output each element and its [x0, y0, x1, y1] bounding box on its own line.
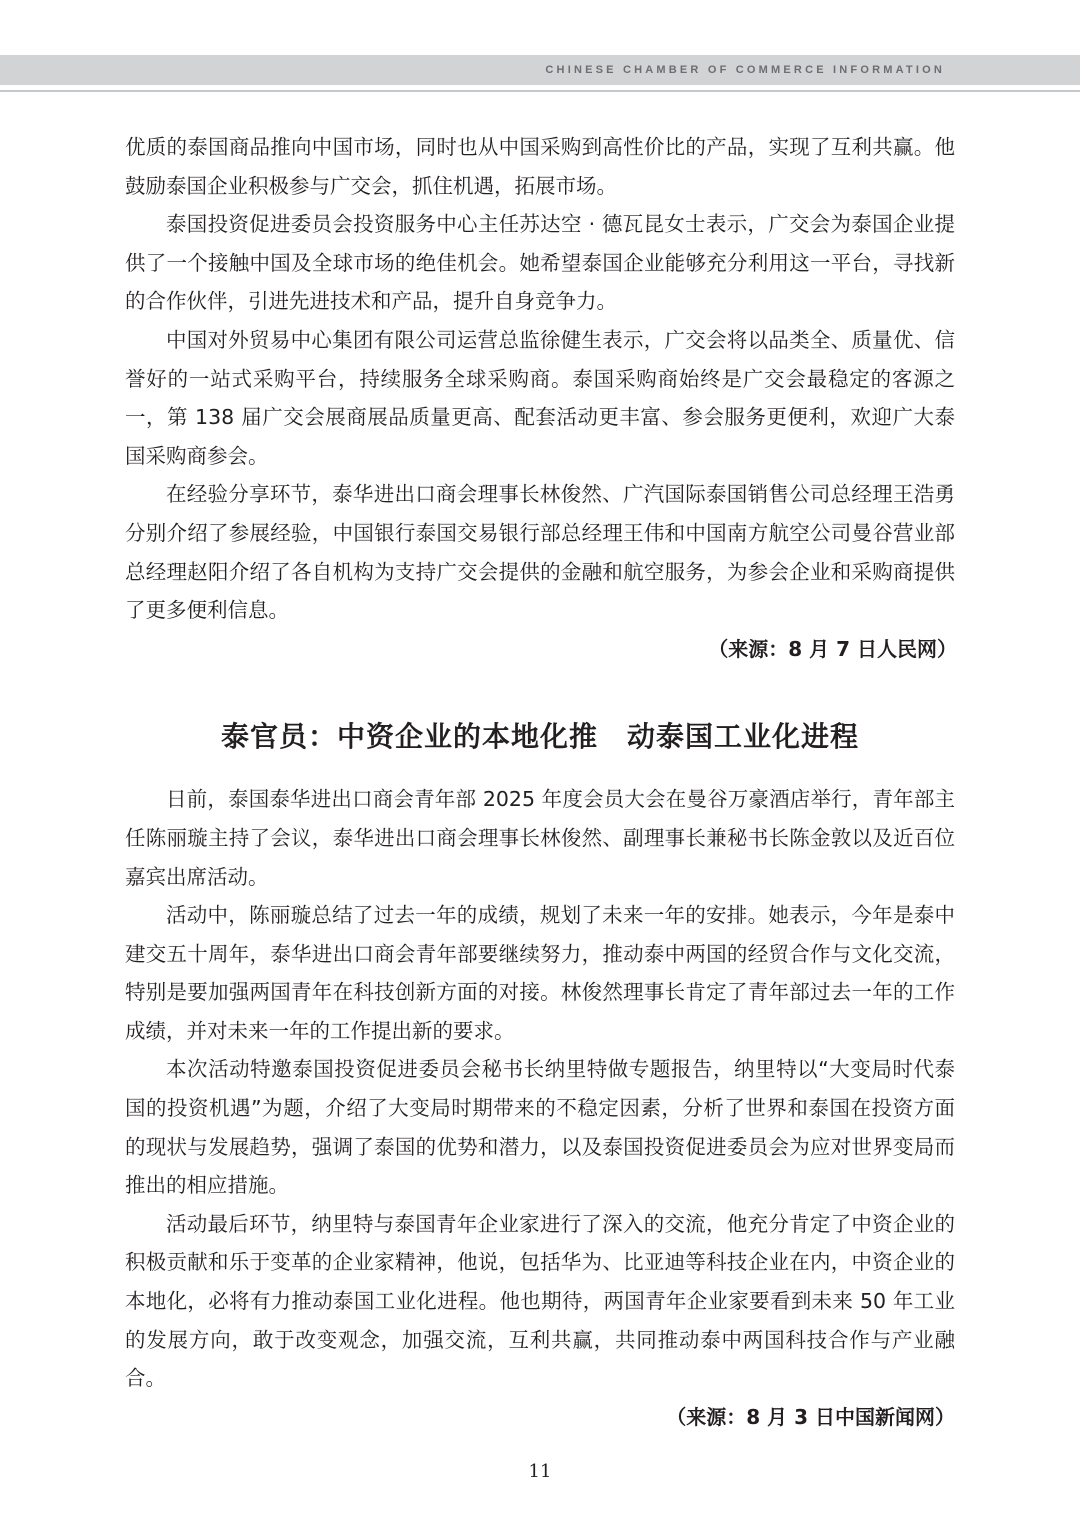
article-1-paragraph-1: 优质的泰国商品推向中国市场，同时也从中国采购到高性价比的产品，实现了互利共赢。他鼓励泰国企业积极参与广交会，抓住机遇，拓展市场。: [125, 135, 955, 198]
publication-header: CHINESE CHAMBER OF COMMERCE INFORMATION: [545, 64, 945, 76]
page-number: 11: [528, 1461, 552, 1482]
article-2-paragraph-2: 活动中，陈丽璇总结了过去一年的成绩，规划了未来一年的安排。她表示，今年是泰中建交五十周年，泰华进出口商会青年部要继续努力，推动泰中两国的经贸合作与文化交流，特别是要加强两国青年在科技创新方面的对接。林俊然理事长肯定了青年部过去一年的工作成绩，并对未来一年的工作提出新的要求。: [125, 903, 955, 1043]
article-2-paragraph-4: 活动最后环节，纳里特与泰国青年企业家进行了深入的交流，他充分肯定了中资企业的积极贡献和乐于变革的企业家精神，他说，包括华为、比亚迪等科技企业在内，中资企业的本地化，必将有力推动泰国工业化进程。他也期待，两国青年企业家要看到未来 50 年工业的发展方向，敢于改变观念，加强交流，互利共赢，共同推动泰中两国科技合作与产业融合。: [125, 1211, 955, 1391]
article-2-paragraph-1: 日前，泰国泰华进出口商会青年部 2025 年度会员大会在曼谷万豪酒店举行，青年部主任陈丽璇主持了会议，泰华进出口商会理事长林俊然、副理事长兼秘书长陈金敦以及近百位嘉宾出席活动。: [125, 787, 955, 889]
article-2-source: （来源：8 月 3 日中国新闻网）: [666, 1404, 955, 1429]
article-1-paragraph-4: 在经验分享环节，泰华进出口商会理事长林俊然、广汽国际泰国销售公司总经理王浩勇分别介绍了参展经验，中国银行泰国交易银行部总经理王伟和中国南方航空公司曼谷营业部总经理赵阳介绍了各自机构为支持广交会提供的金融和航空服务，为参会企业和采购商提供了更多便利信息。: [125, 482, 955, 623]
article-1-paragraph-2: 泰国投资促进委员会投资服务中心主任苏达空 · 德瓦昆女士表示，广交会为泰国企业提供了一个接触中国及全球市场的绝佳机会。她希望泰国企业能够充分利用这一平台，寻找新的合作伙伴，引进先进技术和产品，提升自身竞争力。: [125, 212, 955, 314]
article-1-source: （来源：8 月 7 日人民网）: [708, 636, 957, 661]
article-1-paragraph-3: 中国对外贸易中心集团有限公司运营总监徐健生表示，广交会将以品类全、质量优、信誉好的一站式采购平台，持续服务全球采购商。泰国采购商始终是广交会最稳定的客源之一，第 138 届广交会展商展品质量更高、配套活动更丰富、参会服务更便利，欢迎广大泰国采购商参会。: [125, 327, 955, 468]
page-content: [125, 128, 955, 1436]
article-2-paragraph-3: 本次活动特邀泰国投资促进委员会秘书长纳里特做专题报告，纳里特以“大变局时代泰国的投资机遇”为题，介绍了大变局时期带来的不稳定因素，分析了世界和泰国在投资方面的现状与发展趋势，强调了泰国的优势和潜力，以及泰国投资促进委员会为应对世界变局而推出的相应措施。: [125, 1057, 955, 1198]
header-divider: [0, 90, 1080, 92]
article-2-title: 泰官员：中资企业的本地化推 动泰国工业化进程: [220, 720, 859, 754]
article-1: [125, 128, 955, 668]
article-2: [125, 708, 955, 1436]
